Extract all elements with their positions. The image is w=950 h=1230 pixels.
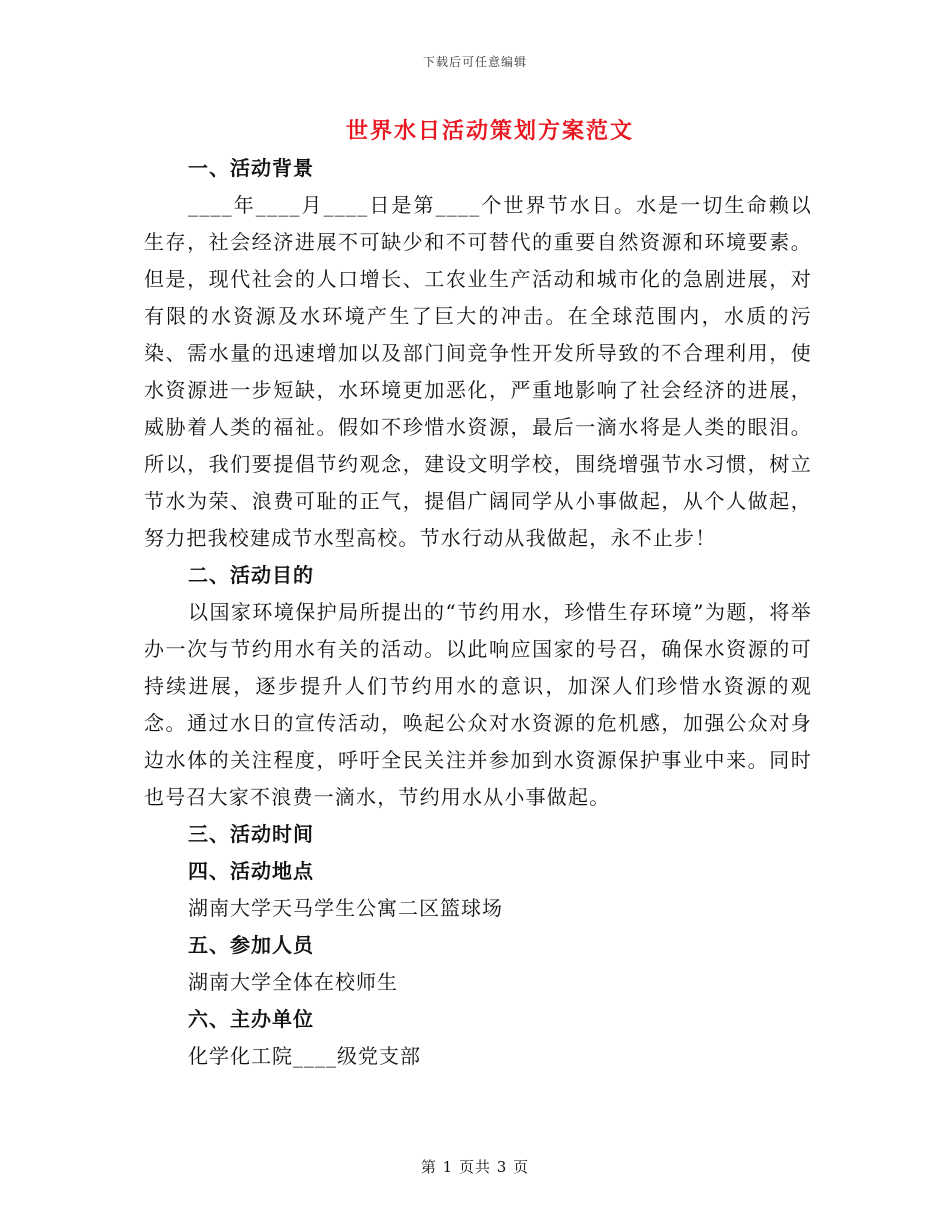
section-heading-organizer: 六、主办单位 bbox=[188, 1007, 314, 1031]
section-text-participants: 湖南大学全体在校师生 bbox=[188, 970, 398, 994]
section-text-organizer: 化学化工院____级党支部 bbox=[188, 1044, 421, 1068]
section-heading-participants: 五、参加人员 bbox=[188, 933, 314, 957]
section-paragraph-purpose: 以国家环境保护局所提出的“节约用水，珍惜生存环境”为题，将举办一次与节约用水有关的活动。以此响应国家的号召，确保水资源的可持续进展，逐步提升人们节约用水的意识，加深人们珍惜水资源的观念。通过水日的宣传活动，唤起公众对水资源的危机感，加强公众对身边水体的关注程度，呼吁全民关注并参加到水资源保护事业中来。同时也号召大家不浪费一滴水，节约用水从小事做起。 bbox=[144, 600, 812, 809]
section-heading-background: 一、活动背景 bbox=[188, 156, 314, 180]
section-heading-time: 三、活动时间 bbox=[188, 822, 314, 846]
page-number: 第 1 页共 3 页 bbox=[420, 1158, 530, 1176]
section-heading-location: 四、活动地点 bbox=[188, 859, 314, 883]
document-title: 世界水日活动策划方案范文 bbox=[345, 118, 634, 144]
section-paragraph-background: ____年____月____日是第____个世界节水日。水是一切生命赖以生存，社会经济进展不可缺少和不可替代的重要自然资源和环境要素。但是，现代社会的人口增长、工农业生产活动和城市化的急剧进展，对有限的水资源及水环境产生了巨大的冲击。在全球范围内，水质的污染、需水量的迅速增加以及部门间竞争性开发所导致的不合理利用，使水资源进一步短缺，水环境更加恶化，严重地影响了社会经济的进展，威胁着人类的福祉。假如不珍惜水资源，最后一滴水将是人类的眼泪。所以，我们要提倡节约观念，建设文明学校，围绕增强节水习惯，树立节水为荣、浪费可耻的正气，提倡广阔同学从小事做起，从个人做起，努力把我校建成节水型高校。节水行动从我做起，永不止步！ bbox=[144, 193, 812, 550]
document-body bbox=[144, 150, 812, 1075]
section-heading-purpose: 二、活动目的 bbox=[188, 563, 314, 587]
header-note: 下载后可任意编辑 bbox=[422, 55, 527, 69]
section-text-location: 湖南大学天马学生公寓二区篮球场 bbox=[188, 896, 503, 920]
